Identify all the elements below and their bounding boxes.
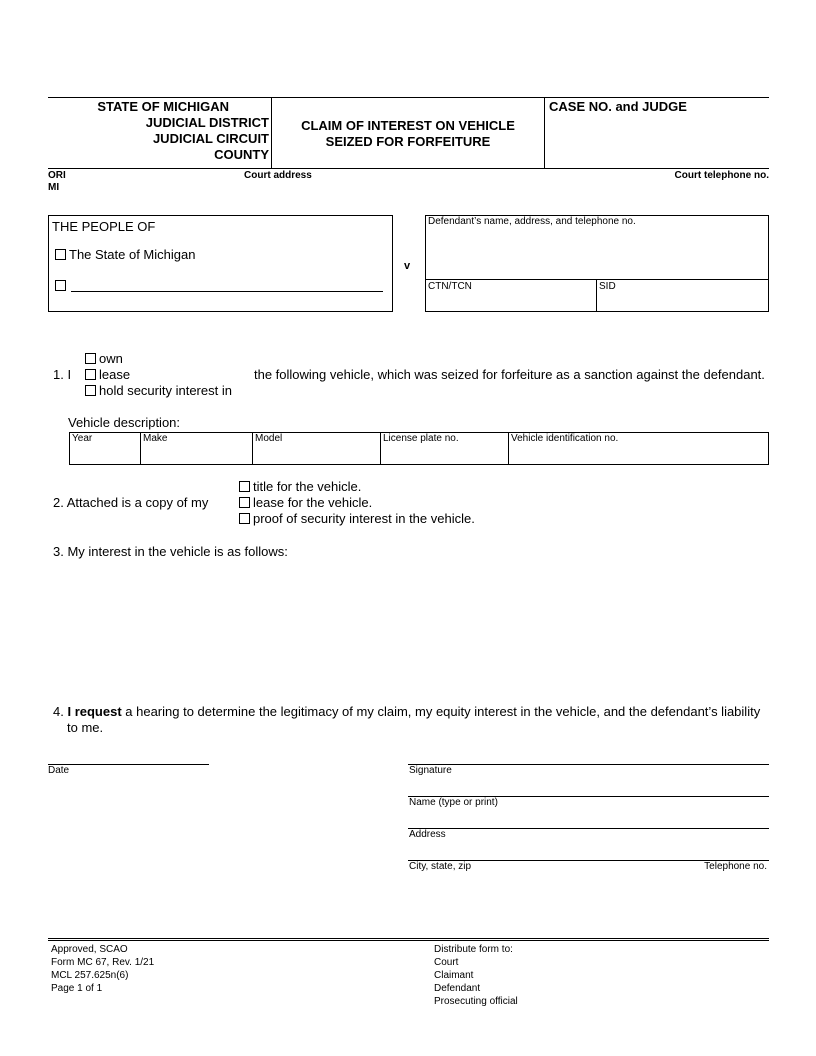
- vehicle-make-cell[interactable]: Make: [143, 433, 168, 444]
- footer-left: [51, 943, 154, 995]
- own-option[interactable]: [85, 351, 123, 366]
- ctn-sid-divider: [596, 279, 597, 312]
- title-option[interactable]: [239, 479, 361, 494]
- vehicle-col-divider-3: [380, 432, 381, 465]
- people-of-label: THE PEOPLE OF: [52, 219, 156, 234]
- proof-label: proof of security interest in the vehicle.: [253, 511, 475, 526]
- item1-number: 1. I: [53, 367, 72, 382]
- lease-option[interactable]: [85, 367, 130, 382]
- form-title: [272, 118, 544, 150]
- item4-bold: I request: [67, 704, 122, 719]
- lease-checkbox[interactable]: [85, 369, 96, 380]
- item4-line2: to me.: [67, 720, 104, 735]
- court-telephone-label: Court telephone no.: [674, 170, 769, 181]
- ctn-label[interactable]: CTN/TCN: [428, 281, 472, 292]
- circuit-label: JUDICIAL CIRCUIT: [152, 131, 269, 146]
- security-checkbox[interactable]: [85, 385, 96, 396]
- defendant-label[interactable]: Defendant’s name, address, and telephone no.: [428, 216, 636, 227]
- interest-explanation-area[interactable]: [68, 564, 768, 694]
- versus-label: v: [404, 260, 411, 272]
- date-line[interactable]: [48, 764, 209, 765]
- defendant-box: [425, 215, 769, 312]
- telephone-label: Telephone no.: [704, 861, 767, 872]
- item4-line1: [53, 704, 773, 720]
- header-bottom-rule: [48, 168, 769, 169]
- proof-checkbox[interactable]: [239, 513, 250, 524]
- license-plate-cell[interactable]: License plate no.: [383, 433, 459, 444]
- header-top-rule: [48, 97, 769, 98]
- address-line[interactable]: [408, 828, 769, 829]
- approved-label: Approved, SCAO: [51, 944, 128, 955]
- title-checkbox[interactable]: [239, 481, 250, 492]
- case-no-label: CASE NO. and JUDGE: [549, 99, 687, 114]
- distribute-defendant: Defendant: [434, 983, 481, 994]
- state-of-michigan-checkbox[interactable]: [55, 249, 66, 260]
- proof-option[interactable]: [239, 511, 475, 526]
- vehicle-model-cell[interactable]: Model: [255, 433, 283, 444]
- sid-label[interactable]: SID: [599, 281, 616, 292]
- item4-text: a hearing to determine the legitimacy of my claim, my equity interest in the vehicle, and the defendant’s liability: [121, 704, 761, 719]
- form-number: Form MC 67, Rev. 1/21: [51, 957, 155, 968]
- item3-text: 3. My interest in the vehicle is as follows:: [53, 544, 288, 559]
- vehicle-col-divider-1: [140, 432, 141, 465]
- ori-label: ORI: [48, 170, 66, 181]
- item4-paragraph: [53, 704, 773, 736]
- other-plaintiff-option[interactable]: [55, 278, 69, 293]
- signature-label: Signature: [409, 765, 452, 776]
- court-header: [48, 99, 269, 163]
- vehicle-description-label: Vehicle description:: [68, 415, 181, 430]
- own-label: own: [99, 351, 123, 366]
- lease-label: lease: [99, 367, 131, 382]
- footer-rule-1: [48, 938, 769, 939]
- item1-text: the following vehicle, which was seized for forfeiture as a sanction against the defendant.: [254, 367, 765, 382]
- form-title-line2: SEIZED FOR FORFEITURE: [325, 134, 491, 149]
- other-plaintiff-checkbox[interactable]: [55, 280, 66, 291]
- court-address-label: Court address: [244, 170, 312, 181]
- mcl-reference: MCL 257.625n(6): [51, 970, 129, 981]
- vehicle-col-divider-2: [252, 432, 253, 465]
- item4-number: 4.: [53, 704, 64, 719]
- defendant-divider: [425, 279, 769, 280]
- form-title-line1: CLAIM OF INTEREST ON VEHICLE: [301, 118, 515, 133]
- distribute-prosecuting: Prosecuting official: [434, 996, 518, 1007]
- state-label: STATE OF MICHIGAN: [97, 99, 229, 114]
- address-label: Address: [409, 829, 446, 840]
- title-label: title for the vehicle.: [253, 479, 362, 494]
- distribute-claimant: Claimant: [434, 970, 474, 981]
- footer-distribution: [434, 943, 518, 1008]
- lease-copy-checkbox[interactable]: [239, 497, 250, 508]
- own-checkbox[interactable]: [85, 353, 96, 364]
- state-of-michigan-label: The State of Michigan: [69, 247, 196, 262]
- distribute-court: Court: [434, 957, 459, 968]
- vin-cell[interactable]: Vehicle identification no.: [511, 433, 619, 444]
- other-plaintiff-line[interactable]: [71, 291, 383, 292]
- county-label: COUNTY: [214, 147, 269, 162]
- header-divider-right: [544, 97, 545, 169]
- page-number: Page 1 of 1: [51, 983, 103, 994]
- distribute-label: Distribute form to:: [434, 944, 513, 955]
- security-option[interactable]: [85, 383, 232, 398]
- vehicle-col-divider-4: [508, 432, 509, 465]
- state-of-michigan-option[interactable]: [55, 247, 195, 262]
- date-label: Date: [48, 765, 70, 776]
- lease-copy-option[interactable]: [239, 495, 372, 510]
- name-label: Name (type or print): [409, 797, 498, 808]
- mi-label: MI: [48, 182, 60, 193]
- lease-copy-label: lease for the vehicle.: [253, 495, 373, 510]
- footer-rule-2: [48, 940, 769, 941]
- city-label: City, state, zip: [409, 861, 472, 872]
- signature-line[interactable]: [408, 764, 769, 765]
- item2-text: 2. Attached is a copy of my: [53, 495, 209, 510]
- security-label: hold security interest in: [99, 383, 232, 398]
- district-label: JUDICIAL DISTRICT: [145, 115, 269, 130]
- vehicle-year-cell[interactable]: Year: [72, 433, 93, 444]
